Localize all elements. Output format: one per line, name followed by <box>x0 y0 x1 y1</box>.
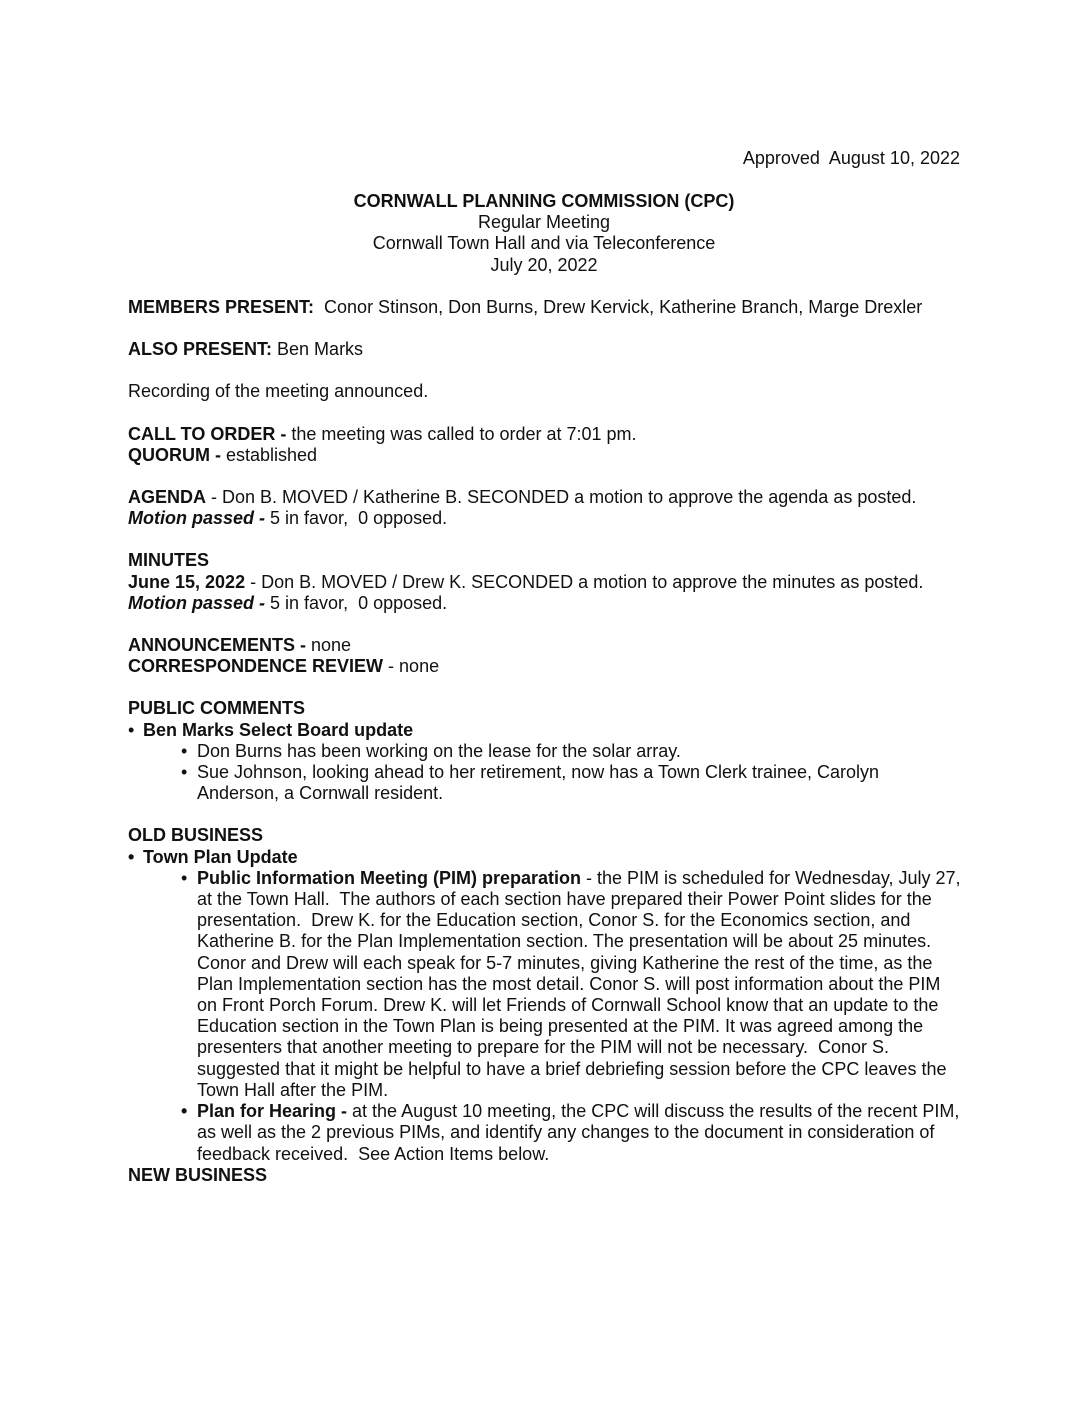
members-present-names: Conor Stinson, Don Burns, Drew Kervick, Katherine Branch, Marge Drexler <box>314 297 923 317</box>
public-comments-topic-label: Ben Marks Select Board update <box>143 719 414 740</box>
recording-note: Recording of the meeting announced. <box>128 381 429 402</box>
also-present-label: ALSO PRESENT: <box>128 339 273 360</box>
announcements <box>128 635 962 656</box>
minutes-date-label: June 15, 2022 <box>128 571 246 592</box>
old-business-heading: OLD BUSINESS <box>128 825 264 846</box>
call-to-order-section <box>128 424 962 466</box>
correspondence-text: - none <box>383 656 440 677</box>
list-item <box>128 762 962 804</box>
bullet-icon: • <box>181 740 188 761</box>
minutes-heading: MINUTES <box>128 550 209 571</box>
announcements-section <box>128 635 962 677</box>
public-comments-heading: PUBLIC COMMENTS <box>128 698 305 719</box>
meeting-type: Regular Meeting <box>477 212 611 233</box>
commission-title: CORNWALL PLANNING COMMISSION (CPC) <box>353 191 735 211</box>
agenda-section <box>128 487 962 529</box>
bullet-icon: • <box>181 1101 188 1122</box>
list-item <box>128 741 962 762</box>
bullet-icon: • <box>128 846 135 867</box>
agenda-text: - Don B. MOVED / Katherine B. SECONDED a motion to approve the agenda as posted. <box>206 487 922 508</box>
correspondence-label: CORRESPONDENCE REVIEW <box>128 656 384 677</box>
also-present-names: Ben Marks <box>272 339 364 360</box>
minutes-approval <box>128 572 962 614</box>
approval-note: Approved August 10, 2022 <box>742 148 960 168</box>
announcements-text: none <box>306 635 352 656</box>
list-item-text: Don Burns has been working on the lease for the solar array. <box>197 740 681 761</box>
pim-preparation-label: Public Information Meeting (PIM) preparation <box>197 867 582 888</box>
meeting-location: Cornwall Town Hall and via Teleconference <box>372 233 716 254</box>
list-item <box>128 1101 965 1165</box>
members-present-label: MEMBERS PRESENT: <box>128 297 315 317</box>
agenda-label: AGENDA <box>128 487 207 508</box>
meeting-date: July 20, 2022 <box>490 254 598 275</box>
document-header <box>0 191 1088 276</box>
announcements-label: ANNOUNCEMENTS - <box>128 635 306 656</box>
also-present <box>128 339 962 360</box>
quorum <box>128 445 962 466</box>
correspondence-review <box>128 656 962 677</box>
plan-for-hearing-text: at the August 10 meeting, the CPC will discuss the results of the recent PIM, as well as the 2 previous PIMs, and identify any changes to the document in consideration of feedback received. See Action Items below. <box>197 1101 965 1164</box>
plan-for-hearing-label: Plan for Hearing - <box>197 1101 348 1122</box>
members-present <box>128 297 962 318</box>
bullet-icon: • <box>181 867 188 888</box>
quorum-label: QUORUM - <box>128 444 221 465</box>
quorum-text: established <box>221 444 318 465</box>
minutes-text: - Don B. MOVED / Drew K. SECONDED a motion to approve the minutes as posted. <box>245 571 929 592</box>
call-to-order <box>128 424 962 445</box>
minutes-motion-result: 5 in favor, 0 opposed. <box>265 592 448 613</box>
minutes-section <box>128 550 962 614</box>
public-comments-section <box>128 698 962 804</box>
list-item <box>128 867 966 1101</box>
agenda-motion-result: 5 in favor, 0 opposed. <box>265 508 448 529</box>
call-to-order-label: CALL TO ORDER - <box>128 423 287 444</box>
pim-preparation-text: - the PIM is scheduled for Wednesday, July 27, at the Town Hall. The authors of each section have prepared their Power Point slides for the presentation. Drew K. for the Education section, Conor S. for the Economics section, and Katherine B. for the Plan Implementation section. The presentation will be about 25 minutes. Conor and Drew will each speak for 5-7 minutes, giving Katherine the rest of the time, as the Plan Implementation section has the most detail. Conor S. will post information about the PIM on Front Porch Forum. Drew K. will let Friends of Cornwall School know that an update to the Education section in the Town Plan is being presented at the PIM. It was agreed among the presenters that another meeting to prepare for the PIM will not be necessary. Conor S. suggested that it might be helpful to have a brief debriefing session before the CPC leaves the Town Hall after the PIM. <box>197 867 966 1100</box>
minutes-motion-label: Motion passed - <box>128 592 266 613</box>
call-to-order-text: the meeting was called to order at 7:01 pm. <box>286 423 637 444</box>
new-business-heading: NEW BUSINESS <box>128 1164 268 1185</box>
old-business-topic <box>128 847 962 868</box>
bullet-icon: • <box>181 762 188 783</box>
agenda-motion-label: Motion passed - <box>128 508 266 529</box>
minutes-body <box>128 297 966 1186</box>
list-item-text: Sue Johnson, looking ahead to her retirement, now has a Town Clerk trainee, Carolyn Anderson, a Cornwall resident. <box>197 762 880 804</box>
bullet-icon: • <box>128 719 135 740</box>
old-business-topic-label: Town Plan Update <box>143 846 298 867</box>
public-comments-topic <box>128 720 962 741</box>
old-business-section <box>128 825 966 1164</box>
